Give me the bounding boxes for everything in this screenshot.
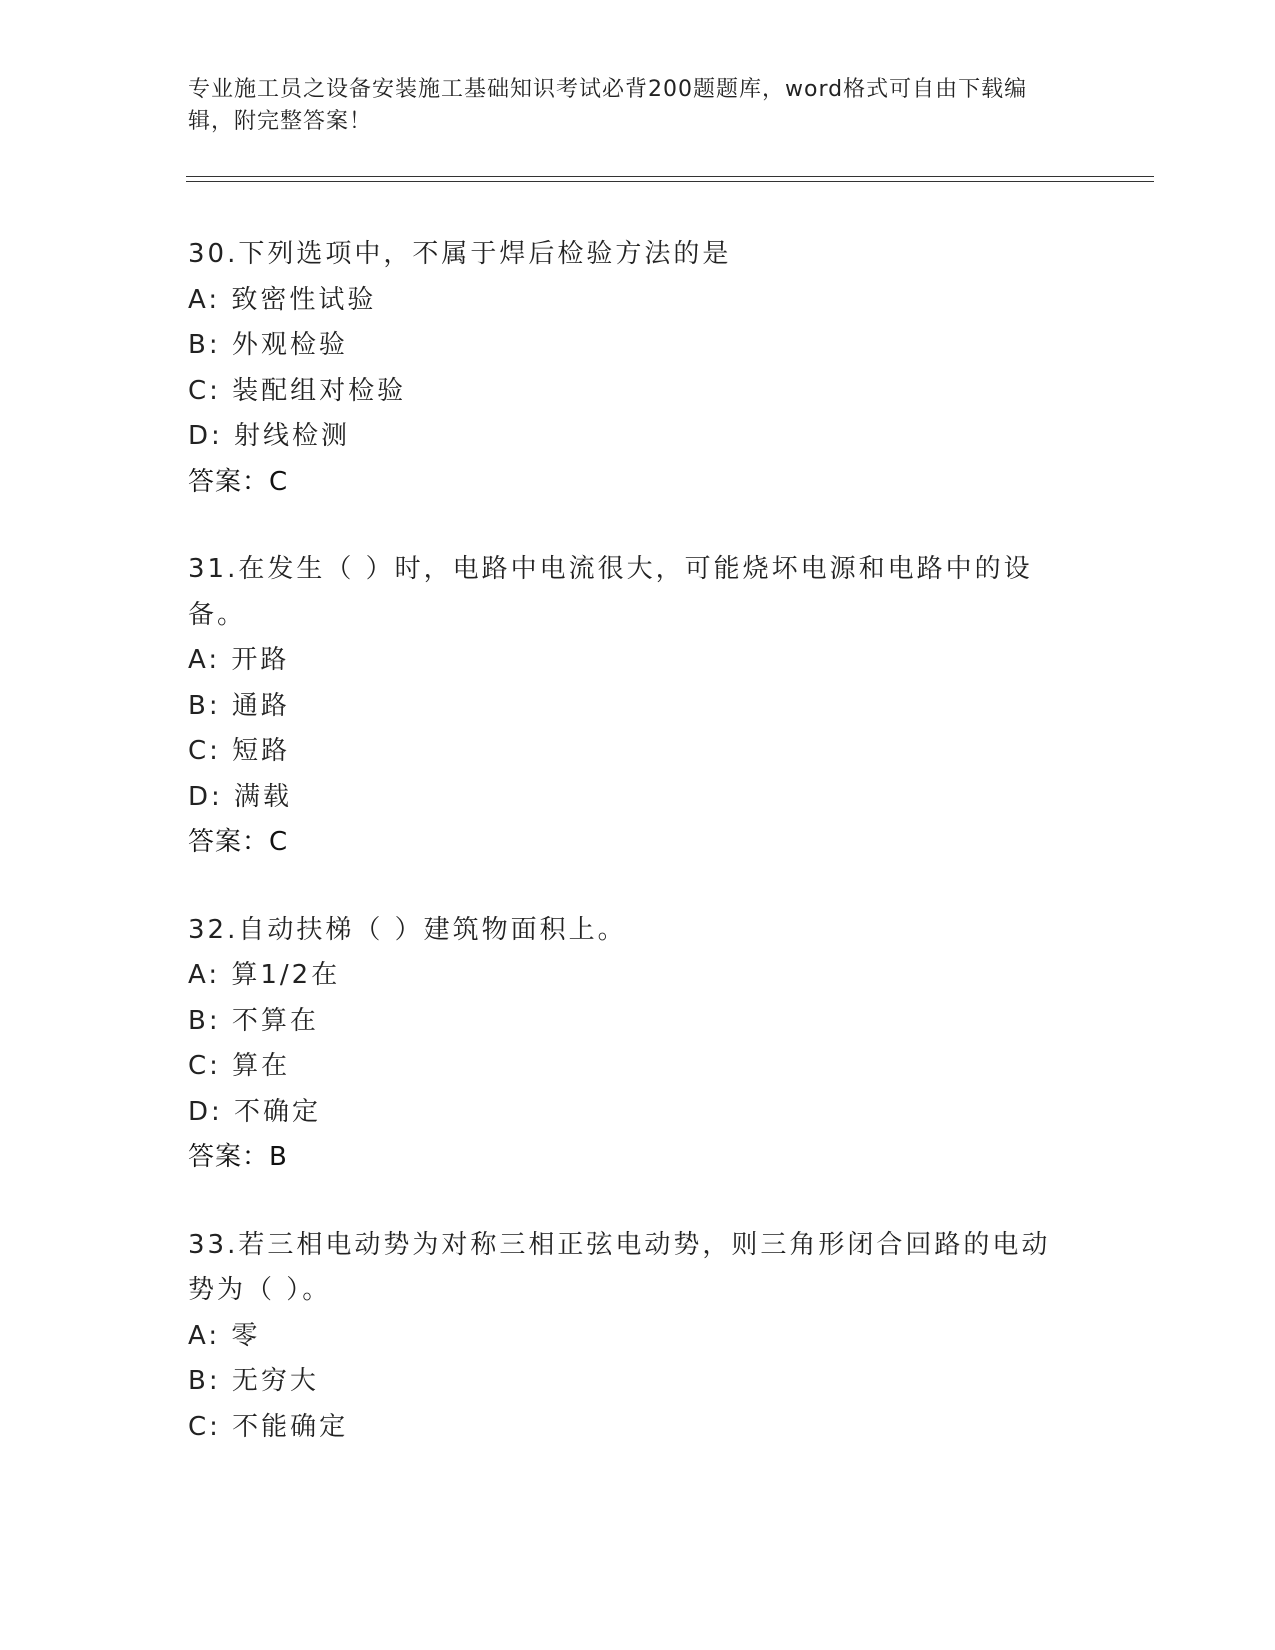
- option-a: A: 致密性试验: [188, 284, 377, 315]
- option-c: C: 算在: [188, 1051, 291, 1081]
- question-stem: 32.自动扶梯（ ）建筑物面积上。: [188, 914, 627, 945]
- option-d: D: 不确定: [188, 1096, 322, 1127]
- option-b: B: 无穷大: [188, 1366, 319, 1396]
- answer-line: [188, 820, 1088, 866]
- answer-value: C: [269, 466, 289, 497]
- answer-line: [188, 1135, 1088, 1181]
- question-list: [188, 232, 1088, 1492]
- option-d: D: 射线检测: [188, 421, 351, 451]
- answer-value: B: [269, 1142, 288, 1172]
- header-divider-bottom: [186, 181, 1154, 182]
- question-32: [188, 908, 1088, 1181]
- option-d: D: 满载: [188, 781, 293, 812]
- document-header: [188, 74, 1068, 138]
- option-a: A: 零: [188, 1320, 261, 1351]
- header-divider-top: [186, 176, 1154, 177]
- answer-line: [188, 460, 1088, 506]
- question-30: [188, 232, 1088, 505]
- option-c: C: 装配组对检验: [188, 375, 407, 406]
- option-b: B: 通路: [188, 690, 290, 721]
- option-c: C: 短路: [188, 736, 291, 766]
- option-b: B: 外观检验: [188, 330, 348, 360]
- question-31: [188, 547, 1088, 866]
- answer-label: 答案：: [188, 1142, 270, 1172]
- answer-label: 答案：: [188, 466, 270, 497]
- option-b: B: 不算在: [188, 1005, 319, 1036]
- answer-value: C: [269, 827, 289, 857]
- option-a: A: 算1/2在: [188, 960, 341, 990]
- question-stem: 30.下列选项中，不属于焊后检验方法的是: [188, 239, 732, 269]
- question-stem: 33.若三相电动势为对称三相正弦电动势，则三角形闭合回路的电动势为（ ）。: [188, 1229, 1051, 1305]
- answer-label: 答案：: [188, 827, 270, 857]
- header-text: 专业施工员之设备安装施工基础知识考试必背200题题库，word格式可自由下载编辑，附完整答案！: [188, 77, 1028, 134]
- option-c: C: 不能确定: [188, 1411, 349, 1442]
- question-33: [188, 1223, 1088, 1451]
- question-stem: 31.在发生（ ）时，电路中电流很大，可能烧坏电源和电路中的设备。: [188, 554, 1033, 630]
- option-a: A: 开路: [188, 645, 290, 675]
